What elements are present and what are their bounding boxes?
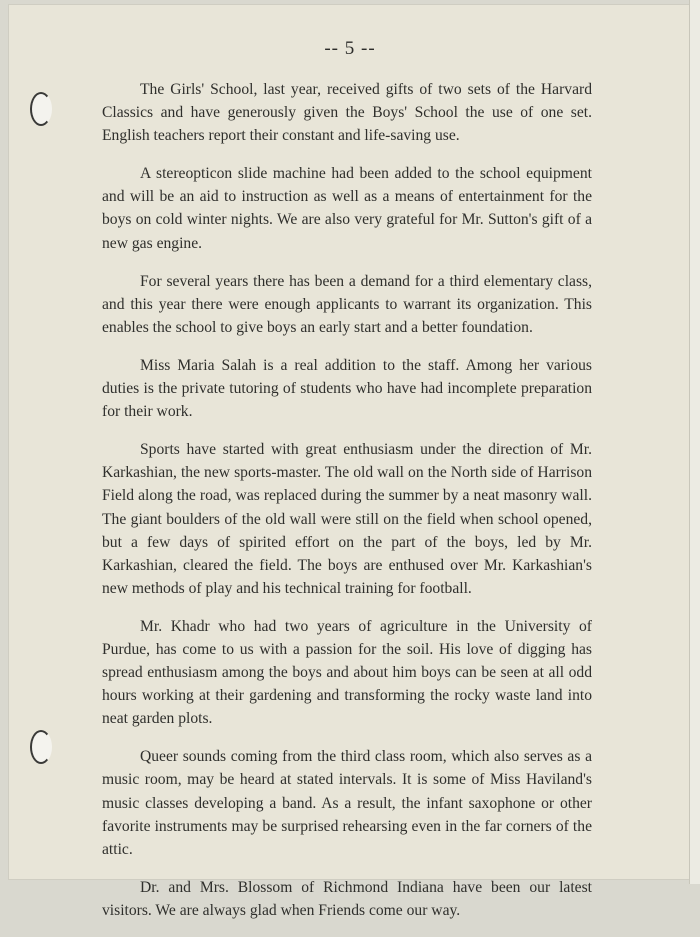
paragraph-harvard-classics: The Girls' School, last year, received gifts of two sets of the Harvard Classics and have generously given the Boys' School the use of one set. English teachers report their constant and life-saving use. bbox=[102, 81, 592, 145]
punch-hole-top bbox=[30, 92, 52, 126]
paragraph-music-room: Queer sounds coming from the third class room, which also serves as a music room, may be heard at stated intervals. It is some of Miss Haviland's music classes developing a band. As a result, the infant saxophone or other favorite instruments may be surprised rehearsing even in the far corners of the attic. bbox=[102, 748, 592, 858]
body-text bbox=[102, 78, 592, 937]
page-number: -- 5 -- bbox=[324, 38, 376, 59]
paragraph-stereopticon: A stereopticon slide machine had been added to the school equipment and will be an aid to instruction as well as a means of entertainment for the boys on cold winter nights. We are also very grateful for Mr. Sutton's gift of a new gas engine. bbox=[102, 165, 592, 252]
paragraph-visitors: Dr. and Mrs. Blossom of Richmond Indiana have been our latest visitors. We are always glad when Friends come our way. bbox=[102, 878, 592, 919]
punch-hole-bottom bbox=[30, 730, 52, 764]
paragraph-sports: Sports have started with great enthusiasm under the direction of Mr. Karkashian, the new sports-master. The old wall on the North side of Harrison Field along the road, was replaced during the summer by a neat masonry wall. The giant boulders of the old wall were still on the field when school opened, but a few days of spirited effort on the part of the boys, led by Mr. Karkashian, cleared the field. The boys are enthused over Mr. Karkashian's new methods of play and his technical training for football. bbox=[102, 441, 592, 597]
page-edge bbox=[689, 0, 700, 884]
paragraph-miss-salah: Miss Maria Salah is a real addition to the staff. Among her various duties is the private tutoring of students who have had incomplete preparation for their work. bbox=[102, 356, 592, 421]
paragraph-mr-khadr: Mr. Khadr who had two years of agriculture in the University of Purdue, has come to us with a passion for the soil. His love of digging has spread enthusiasm among the boys and about him boys can be seen at all odd hours working at their gardening and transforming the rocky waste land into neat garden plots. bbox=[102, 617, 592, 728]
paragraph-elementary-class: For several years there has been a demand for a third elementary class, and this year there were enough applicants to warrant its organization. This enables the school to give boys an early start and a better foundation. bbox=[102, 272, 592, 336]
